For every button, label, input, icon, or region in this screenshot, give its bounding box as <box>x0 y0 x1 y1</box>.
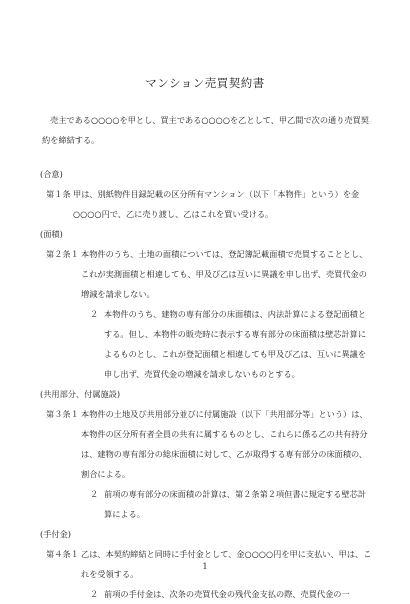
section-heading-agreement: (合意) <box>40 169 63 179</box>
article-1-text: 甲は、別紙物件目録記載の区分所有マンション（以下「本物件」という）を金○○○○円で、乙に売り渡し、乙はこれを買い受ける。 <box>73 189 360 219</box>
section-heading-common-areas: (共用部分、付属施設) <box>40 389 121 399</box>
article-2 <box>40 244 374 304</box>
article-3-paragraph-2-number: ２ <box>90 489 99 499</box>
section-heading-area: (面積) <box>40 229 63 239</box>
article-4-paragraph-2-text: 前項の手付金は、次条の売買代金の残代金支払の際、売買代金の一 <box>104 589 350 599</box>
article-1-number: 第１条 <box>46 189 71 199</box>
article-3-number: 第３条１ <box>46 409 79 419</box>
article-2-text: 本物件のうち、土地の面積については、登記簿記載面積で売買することとし、これが実測面積と相違しても、甲及び乙は互いに異議を申し出ず、売買代金の増減を請求しない。 <box>81 249 368 299</box>
article-3-text: 本物件の土地及び共用部分並びに付属施設（以下「共用部分等」という）は、本物件の区分所有者全員の共有に属するものとし、これらに係る乙の共有持分は、建物の専有部分の総床面積に対して、乙が取得する専有部分の床面積の、割合による。 <box>81 409 368 479</box>
section-heading-deposit: (手付金) <box>40 529 71 539</box>
document-body <box>40 164 374 604</box>
article-3 <box>40 404 374 484</box>
article-4-paragraph-2 <box>40 584 374 604</box>
article-1 <box>40 184 374 224</box>
article-2-paragraph-2-number: ２ <box>90 309 99 319</box>
document-title: マンション売買契約書 <box>145 76 265 90</box>
article-2-number: 第２条１ <box>46 249 79 259</box>
preamble-paragraph: 売主である○○○○を甲とし、買主である○○○○を乙として、甲乙間で次の通り売買契約を締結する。 <box>42 115 369 145</box>
article-4-text: 乙は、本契約締結と同時に手付金として、金○○○○円を甲に支払い、甲は、これを受領する。 <box>81 549 372 579</box>
article-2-paragraph-2-text: 本物件のうち、建物の専有部分の床面積は、内法計算による登記面積とする。但し、本物件の販売時に表示する専有部分の床面積は壁芯計算によるものとし、これが登記面積と相違しても甲及び乙は、互いに異議を申し出ず、売買代金の増減を請求しないものとする。 <box>104 309 367 379</box>
article-3-paragraph-2 <box>40 484 374 524</box>
page-number: 1 <box>202 562 208 571</box>
article-4-paragraph-2-number: ２ <box>90 589 99 599</box>
article-4-number: 第４条１ <box>46 549 79 559</box>
article-2-paragraph-2 <box>40 304 374 384</box>
article-3-paragraph-2-text: 前項の専有部分の床面積の計算は、第２条第２項但書に規定する壁芯計算による。 <box>104 489 367 519</box>
